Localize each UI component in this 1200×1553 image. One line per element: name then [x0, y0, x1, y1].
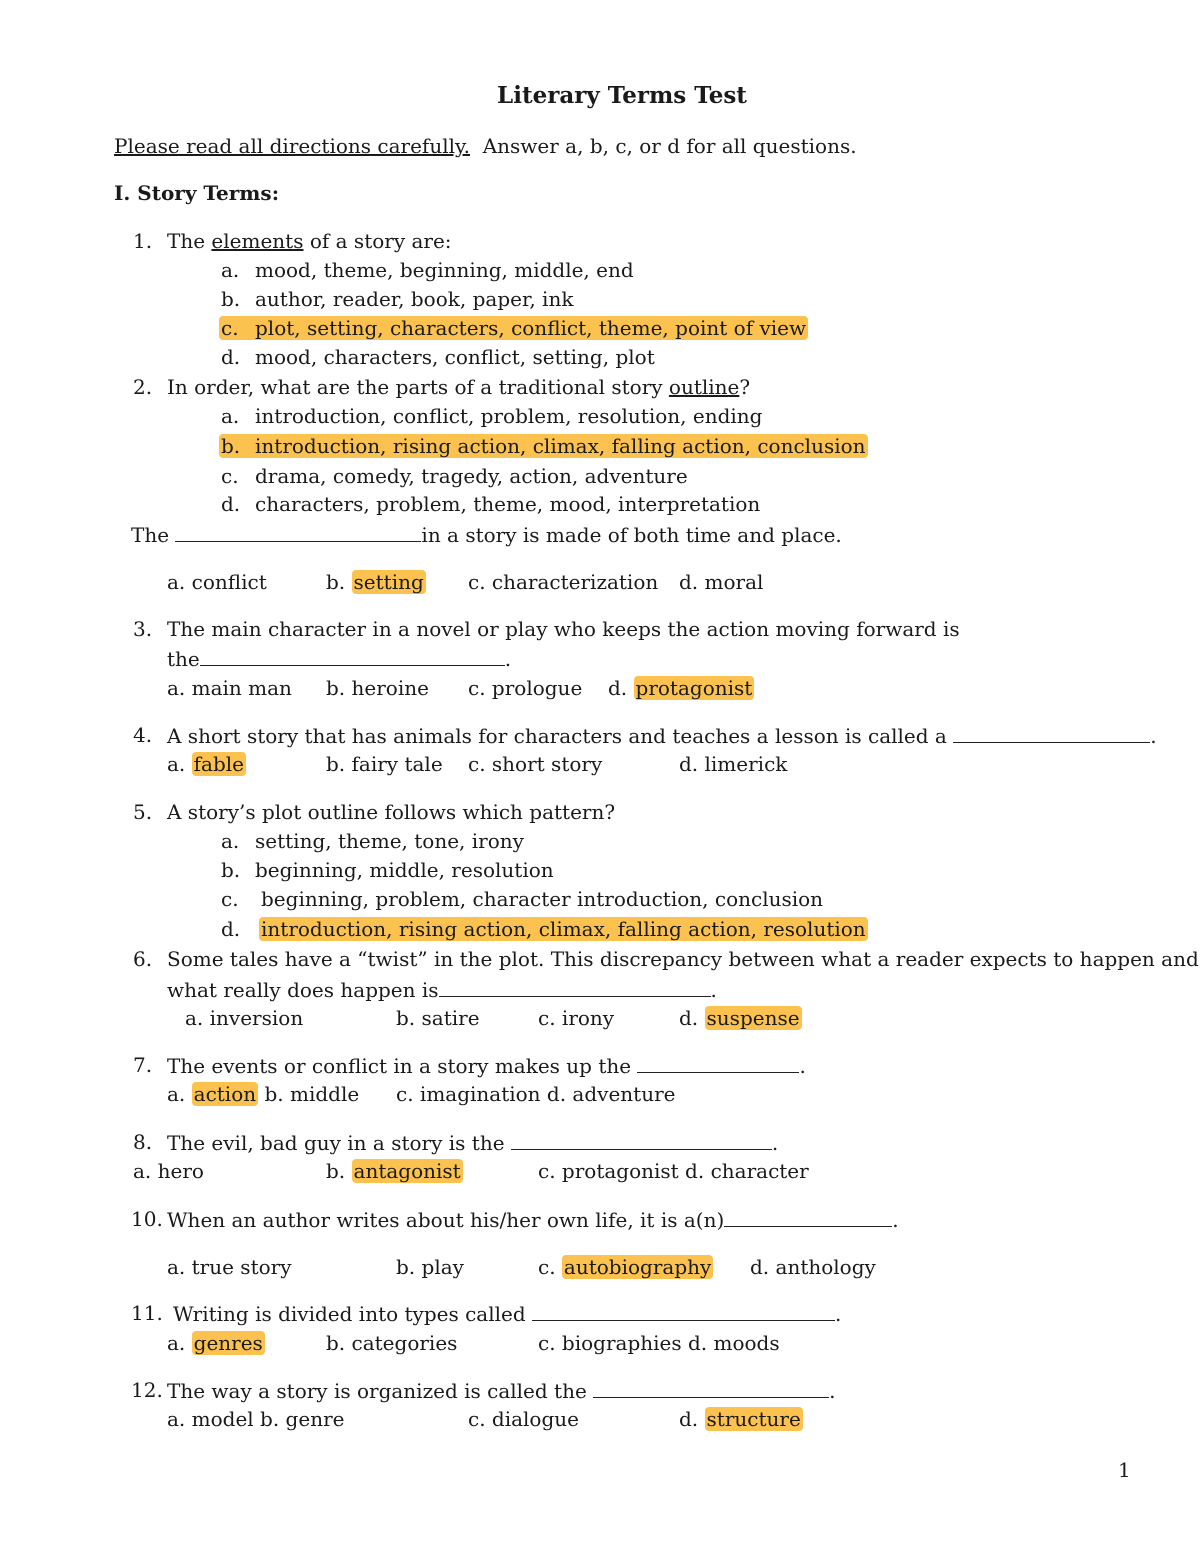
q11-option-c-d: c. biographies d. moods	[538, 1331, 780, 1355]
answer-blank[interactable]	[593, 1377, 829, 1398]
q6-option-d-correct: d. suspense	[679, 1006, 800, 1030]
directions	[114, 133, 857, 159]
q12-option-d-correct: d. structure	[679, 1407, 801, 1431]
q12-stem: The way a story is organized is called the .	[167, 1379, 836, 1403]
q7-option-a-correct: a. action b. middle	[167, 1082, 360, 1106]
q2-keyword: outline	[668, 375, 740, 399]
q8-option-a: a. hero	[133, 1159, 204, 1183]
answer-blank[interactable]	[637, 1052, 799, 1073]
section-heading: I. Story Terms:	[114, 181, 280, 205]
q3-stem-line2: the .	[167, 647, 512, 671]
q4-option-a-correct: a. fable	[167, 752, 245, 776]
q1-stem: The elements of a story are:	[167, 229, 452, 253]
q10-number: 10.	[131, 1207, 163, 1231]
q5-stem: A story’s plot outline follows which pattern?	[167, 800, 616, 824]
q-setting-option-a: a. conflict	[167, 570, 267, 594]
q1-option-b: b. author, reader, book, paper, ink	[221, 287, 574, 311]
page-number: 1	[1118, 1458, 1131, 1482]
q8-option-b-correct: b. antagonist	[326, 1159, 461, 1183]
q4-option-c: c. short story	[468, 752, 603, 776]
q12-option-a-b: a. model b. genre	[167, 1407, 345, 1431]
q-setting-stem: The in a story is made of both time and place.	[131, 523, 842, 547]
q5-option-a: a. setting, theme, tone, irony	[221, 829, 524, 853]
answer-blank[interactable]	[511, 1129, 772, 1150]
q1-option-c-correct: c. plot, setting, characters, conflict, theme, point of view	[221, 316, 807, 340]
q10-option-a: a. true story	[167, 1255, 292, 1279]
q3-option-c: c. prologue	[468, 676, 583, 700]
q2-option-c: c. drama, comedy, tragedy, action, adventure	[221, 464, 688, 488]
q1-option-d: d. mood, characters, conflict, setting, plot	[221, 345, 655, 369]
q2-option-b-correct: b. introduction, rising action, climax, falling action, conclusion	[221, 434, 866, 458]
q10-option-c-correct: c. autobiography	[538, 1255, 712, 1279]
q8-number: 8.	[133, 1130, 153, 1154]
q-setting-option-b-correct: b. setting	[326, 570, 424, 594]
answer-blank[interactable]	[200, 645, 505, 666]
q11-option-b: b. categories	[326, 1331, 458, 1355]
directions-rest: Answer a, b, c, or d for all questions.	[482, 134, 857, 158]
q2-option-d: d. characters, problem, theme, mood, interpretation	[221, 492, 761, 516]
q11-number: 11.	[131, 1301, 163, 1325]
q8-stem: The evil, bad guy in a story is the .	[167, 1131, 779, 1155]
q5-option-c: c. beginning, problem, character introduction, conclusion	[221, 887, 824, 911]
q3-number: 3.	[133, 617, 153, 641]
q5-option-d-correct: d. introduction, rising action, climax, falling action, resolution	[221, 917, 866, 941]
q5-number: 5.	[133, 800, 153, 824]
q3-option-b: b. heroine	[326, 676, 429, 700]
q1-number: 1.	[133, 229, 153, 253]
q4-option-b: b. fairy tale	[326, 752, 443, 776]
q11-option-a-correct: a. genres	[167, 1331, 263, 1355]
directions-underlined: Please read all directions carefully.	[114, 134, 470, 158]
q4-option-d: d. limerick	[679, 752, 788, 776]
q3-stem-line1: The main character in a novel or play who keeps the action moving forward is	[167, 617, 960, 641]
q10-stem: When an author writes about his/her own life, it is a(n) .	[167, 1208, 899, 1232]
q12-number: 12.	[131, 1378, 163, 1402]
q1-option-a: a. mood, theme, beginning, middle, end	[221, 258, 634, 282]
q3-option-d-correct: d. protagonist	[608, 676, 753, 700]
q12-option-c: c. dialogue	[468, 1407, 579, 1431]
q7-stem: The events or conflict in a story makes up the .	[167, 1054, 806, 1078]
q7-option-b: b. middle	[258, 1082, 360, 1106]
answer-blank[interactable]	[439, 976, 711, 997]
answer-blank[interactable]	[724, 1206, 892, 1227]
q3-option-a: a. main man	[167, 676, 292, 700]
answer-blank[interactable]	[953, 722, 1150, 743]
answer-blank[interactable]	[532, 1300, 835, 1321]
q6-option-b: b. satire	[396, 1006, 480, 1030]
q6-stem-line1: Some tales have a “twist” in the plot. This discrepancy between what a reader expects to happen and	[167, 947, 1199, 971]
q8-option-c-d: c. protagonist d. character	[538, 1159, 809, 1183]
q7-option-c-d: c. imagination d. adventure	[396, 1082, 676, 1106]
q11-stem: Writing is divided into types called .	[173, 1302, 842, 1326]
q-setting-option-d: d. moral	[679, 570, 764, 594]
q5-option-b: b. beginning, middle, resolution	[221, 858, 554, 882]
page-title: Literary Terms Test	[497, 82, 747, 109]
answer-blank[interactable]	[175, 521, 421, 542]
q1-keyword: elements	[211, 229, 304, 253]
q6-stem-line2: what really does happen is .	[167, 978, 717, 1002]
q10-option-b: b. play	[396, 1255, 464, 1279]
q2-stem: In order, what are the parts of a traditional story outline?	[167, 375, 751, 399]
q2-option-a: a. introduction, conflict, problem, resolution, ending	[221, 404, 763, 428]
q4-number: 4.	[133, 723, 153, 747]
q7-number: 7.	[133, 1053, 153, 1077]
q6-option-a: a. inversion	[185, 1006, 304, 1030]
q4-stem: A short story that has animals for characters and teaches a lesson is called a .	[167, 724, 1157, 748]
q-setting-option-c: c. characterization	[468, 570, 659, 594]
q6-number: 6.	[133, 947, 153, 971]
q6-option-c: c. irony	[538, 1006, 615, 1030]
q2-number: 2.	[133, 375, 153, 399]
q10-option-d: d. anthology	[750, 1255, 876, 1279]
